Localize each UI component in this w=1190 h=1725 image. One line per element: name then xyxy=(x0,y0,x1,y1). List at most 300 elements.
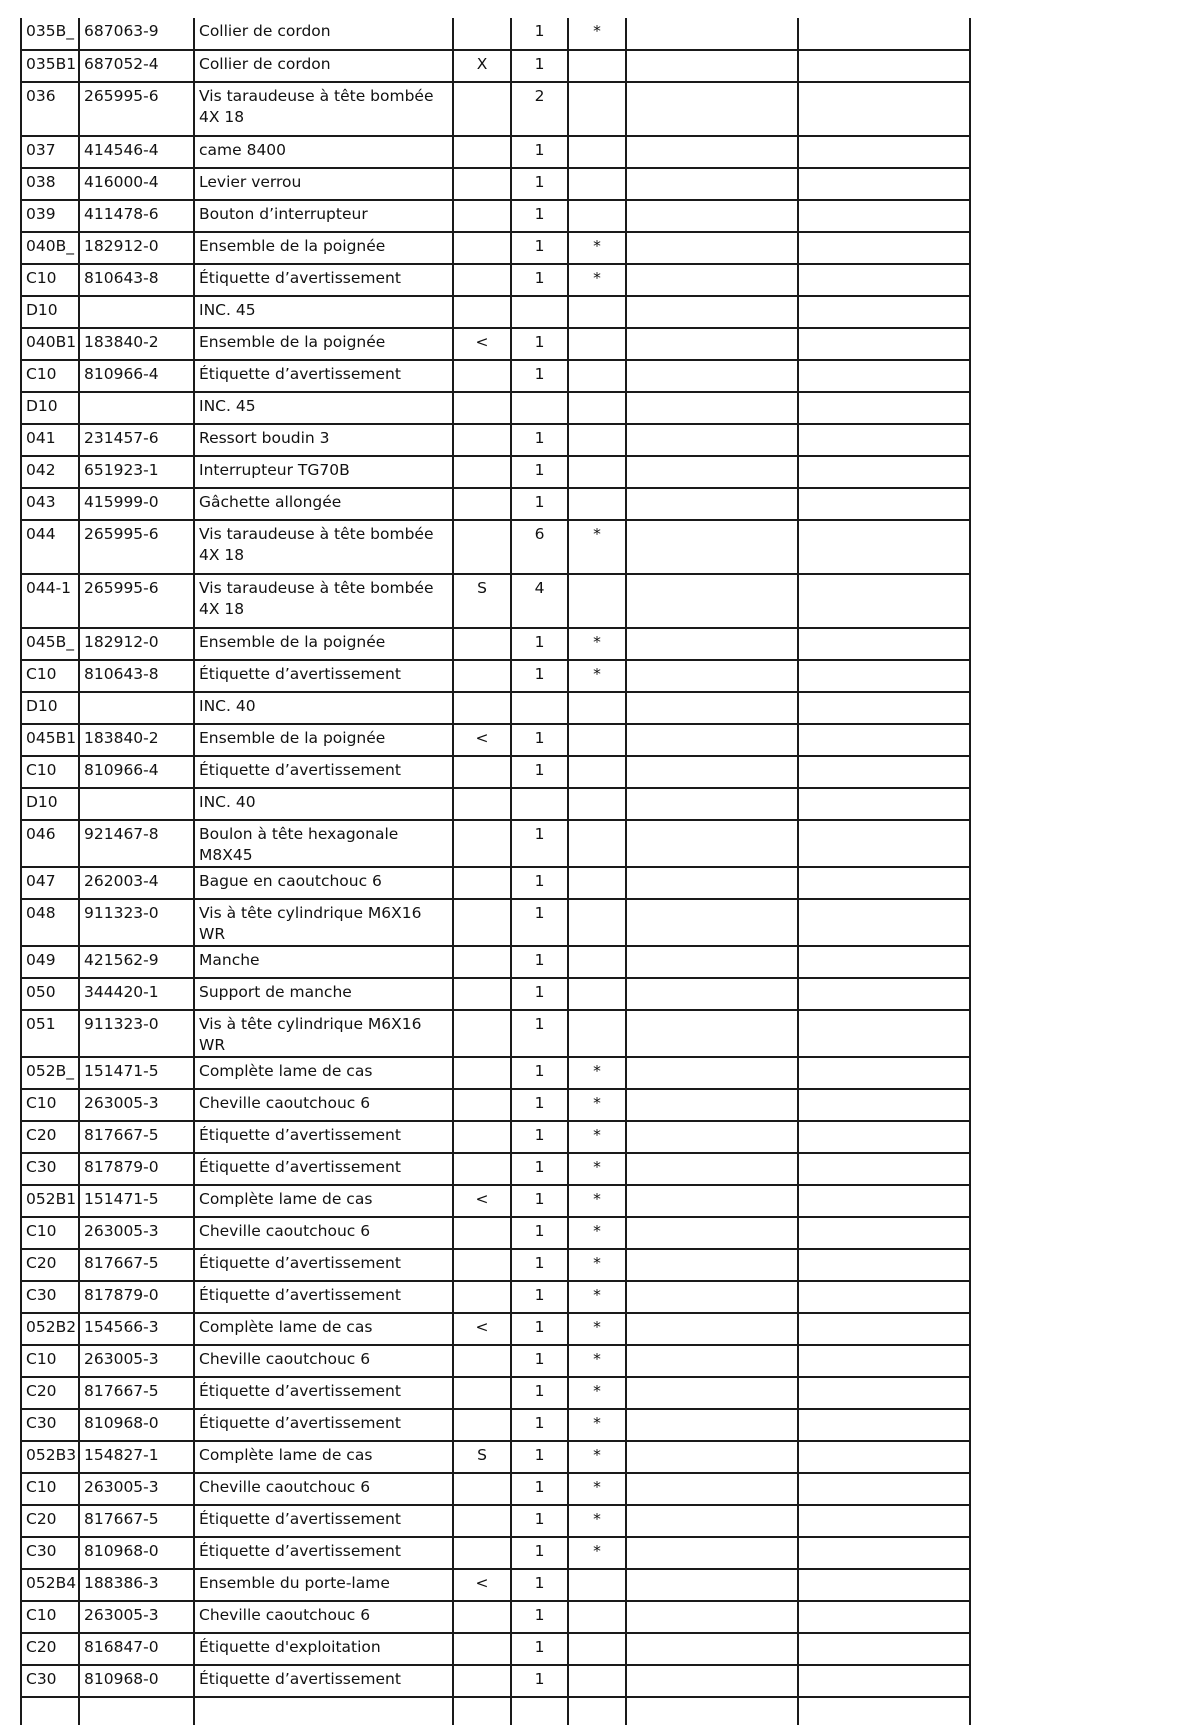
mark-cell xyxy=(453,788,511,820)
part-number-cell: 188386-3 xyxy=(79,1569,194,1601)
extra-cell-2 xyxy=(798,456,970,488)
note-cell xyxy=(568,756,626,788)
quantity-cell: 1 xyxy=(511,1377,568,1409)
quantity-cell: 1 xyxy=(511,946,568,978)
mark-cell: < xyxy=(453,328,511,360)
table-row xyxy=(21,1537,970,1569)
description-cell: Étiquette d’avertissement xyxy=(194,1665,453,1697)
extra-cell-1 xyxy=(626,1057,798,1089)
mark-cell xyxy=(453,264,511,296)
description-cell: Cheville caoutchouc 6 xyxy=(194,1473,453,1505)
note-cell: * xyxy=(568,1217,626,1249)
quantity-cell: 1 xyxy=(511,1441,568,1473)
parts-table-body xyxy=(21,18,970,1725)
mark-cell xyxy=(453,18,511,50)
note-cell xyxy=(568,136,626,168)
extra-cell-1 xyxy=(626,1537,798,1569)
note-cell: * xyxy=(568,1121,626,1153)
extra-cell-2 xyxy=(798,1633,970,1665)
note-cell: * xyxy=(568,1057,626,1089)
part-ref-cell: C10 xyxy=(21,1601,79,1633)
extra-cell-2 xyxy=(798,1217,970,1249)
extra-cell-2 xyxy=(798,136,970,168)
table-row xyxy=(21,1441,970,1473)
mark-cell: X xyxy=(453,50,511,82)
extra-cell-2 xyxy=(798,692,970,724)
note-cell xyxy=(568,82,626,136)
table-row xyxy=(21,264,970,296)
extra-cell-2 xyxy=(798,1010,970,1057)
note-cell xyxy=(568,1569,626,1601)
quantity-cell: 1 xyxy=(511,660,568,692)
description-cell: INC. 45 xyxy=(194,392,453,424)
note-cell xyxy=(568,724,626,756)
note-cell: * xyxy=(568,1505,626,1537)
table-row xyxy=(21,488,970,520)
mark-cell xyxy=(453,424,511,456)
extra-cell-2 xyxy=(798,660,970,692)
mark-cell xyxy=(453,660,511,692)
mark-cell xyxy=(453,136,511,168)
extra-cell-1 xyxy=(626,520,798,574)
description-cell: Vis taraudeuse à tête bombée 4X 18 xyxy=(194,82,453,136)
description-cell: Complète lame de cas xyxy=(194,1313,453,1345)
part-ref-cell: 045B1 xyxy=(21,724,79,756)
extra-cell-1 xyxy=(626,724,798,756)
quantity-cell: 2 xyxy=(511,82,568,136)
part-number-cell: 263005-3 xyxy=(79,1345,194,1377)
extra-cell-2 xyxy=(798,1697,970,1725)
note-cell xyxy=(568,978,626,1010)
table-row xyxy=(21,820,970,867)
extra-cell-2 xyxy=(798,520,970,574)
description-cell: Cheville caoutchouc 6 xyxy=(194,1601,453,1633)
parts-table xyxy=(20,18,971,1725)
part-ref-cell: C10 xyxy=(21,1217,79,1249)
extra-cell-2 xyxy=(798,1185,970,1217)
description-cell: Vis taraudeuse à tête bombée 4X 18 xyxy=(194,574,453,628)
quantity-cell: 1 xyxy=(511,899,568,946)
extra-cell-2 xyxy=(798,1377,970,1409)
mark-cell xyxy=(453,360,511,392)
table-row xyxy=(21,1377,970,1409)
note-cell xyxy=(568,296,626,328)
extra-cell-1 xyxy=(626,1281,798,1313)
quantity-cell: 1 xyxy=(511,1505,568,1537)
mark-cell xyxy=(453,1057,511,1089)
part-number-cell: 231457-6 xyxy=(79,424,194,456)
part-ref-cell: D10 xyxy=(21,296,79,328)
note-cell: * xyxy=(568,1441,626,1473)
quantity-cell: 1 xyxy=(511,1217,568,1249)
quantity-cell: 1 xyxy=(511,1057,568,1089)
table-row xyxy=(21,136,970,168)
description-cell: Complète lame de cas xyxy=(194,1185,453,1217)
quantity-cell: 1 xyxy=(511,1473,568,1505)
extra-cell-2 xyxy=(798,1153,970,1185)
extra-cell-2 xyxy=(798,1601,970,1633)
note-cell xyxy=(568,1601,626,1633)
extra-cell-1 xyxy=(626,1377,798,1409)
part-number-cell: 911323-0 xyxy=(79,1010,194,1057)
part-ref-cell: 046 xyxy=(21,820,79,867)
part-number-cell: 817667-5 xyxy=(79,1249,194,1281)
table-row xyxy=(21,392,970,424)
mark-cell xyxy=(453,1697,511,1725)
quantity-cell: 1 xyxy=(511,50,568,82)
extra-cell-2 xyxy=(798,574,970,628)
part-ref-cell: 036 xyxy=(21,82,79,136)
part-number-cell: 183840-2 xyxy=(79,724,194,756)
quantity-cell: 1 xyxy=(511,18,568,50)
mark-cell xyxy=(453,1153,511,1185)
extra-cell-1 xyxy=(626,360,798,392)
part-number-cell: 810643-8 xyxy=(79,660,194,692)
mark-cell xyxy=(453,392,511,424)
part-ref-cell: 052B_ xyxy=(21,1057,79,1089)
note-cell xyxy=(568,456,626,488)
extra-cell-2 xyxy=(798,1409,970,1441)
extra-cell-2 xyxy=(798,488,970,520)
extra-cell-1 xyxy=(626,1249,798,1281)
extra-cell-1 xyxy=(626,1345,798,1377)
table-row xyxy=(21,724,970,756)
description-cell: INC. 40 xyxy=(194,692,453,724)
table-row xyxy=(21,574,970,628)
extra-cell-2 xyxy=(798,360,970,392)
mark-cell: S xyxy=(453,1441,511,1473)
table-row xyxy=(21,296,970,328)
part-number-cell: 421562-9 xyxy=(79,946,194,978)
description-cell: Collier de cordon xyxy=(194,50,453,82)
extra-cell-1 xyxy=(626,488,798,520)
note-cell xyxy=(568,328,626,360)
part-ref-cell: C10 xyxy=(21,264,79,296)
mark-cell xyxy=(453,232,511,264)
quantity-cell: 1 xyxy=(511,360,568,392)
part-ref-cell: D10 xyxy=(21,692,79,724)
mark-cell xyxy=(453,488,511,520)
table-row xyxy=(21,82,970,136)
note-cell: * xyxy=(568,232,626,264)
description-cell: Étiquette d’avertissement xyxy=(194,1537,453,1569)
table-row xyxy=(21,328,970,360)
part-ref-cell: C20 xyxy=(21,1121,79,1153)
part-number-cell xyxy=(79,1697,194,1725)
extra-cell-1 xyxy=(626,628,798,660)
mark-cell xyxy=(453,1121,511,1153)
quantity-cell: 1 xyxy=(511,756,568,788)
extra-cell-2 xyxy=(798,328,970,360)
description-cell: Étiquette d’avertissement xyxy=(194,1121,453,1153)
mark-cell xyxy=(453,1217,511,1249)
mark-cell xyxy=(453,946,511,978)
quantity-cell: 1 xyxy=(511,1601,568,1633)
note-cell: * xyxy=(568,660,626,692)
description-cell: Boulon à tête hexagonale M8X45 xyxy=(194,820,453,867)
quantity-cell: 4 xyxy=(511,574,568,628)
part-number-cell: 651923-1 xyxy=(79,456,194,488)
part-number-cell: 265995-6 xyxy=(79,574,194,628)
mark-cell xyxy=(453,1345,511,1377)
quantity-cell: 1 xyxy=(511,200,568,232)
mark-cell xyxy=(453,1010,511,1057)
extra-cell-1 xyxy=(626,1153,798,1185)
extra-cell-2 xyxy=(798,867,970,899)
extra-cell-2 xyxy=(798,1089,970,1121)
note-cell: * xyxy=(568,520,626,574)
quantity-cell: 1 xyxy=(511,488,568,520)
part-number-cell: 154827-1 xyxy=(79,1441,194,1473)
extra-cell-2 xyxy=(798,168,970,200)
quantity-cell xyxy=(511,1697,568,1725)
description-cell xyxy=(194,1697,453,1725)
table-row xyxy=(21,200,970,232)
description-cell: Étiquette d’avertissement xyxy=(194,660,453,692)
quantity-cell: 1 xyxy=(511,724,568,756)
mark-cell xyxy=(453,692,511,724)
description-cell: Support de manche xyxy=(194,978,453,1010)
table-row xyxy=(21,978,970,1010)
table-row xyxy=(21,1633,970,1665)
part-number-cell: 411478-6 xyxy=(79,200,194,232)
part-ref-cell: 043 xyxy=(21,488,79,520)
note-cell xyxy=(568,1697,626,1725)
part-number-cell: 182912-0 xyxy=(79,232,194,264)
extra-cell-2 xyxy=(798,899,970,946)
extra-cell-1 xyxy=(626,136,798,168)
extra-cell-1 xyxy=(626,1185,798,1217)
part-number-cell: 911323-0 xyxy=(79,899,194,946)
extra-cell-1 xyxy=(626,899,798,946)
extra-cell-2 xyxy=(798,788,970,820)
quantity-cell: 1 xyxy=(511,168,568,200)
quantity-cell: 1 xyxy=(511,1409,568,1441)
extra-cell-2 xyxy=(798,82,970,136)
description-cell: came 8400 xyxy=(194,136,453,168)
part-number-cell: 416000-4 xyxy=(79,168,194,200)
part-ref-cell: D10 xyxy=(21,392,79,424)
extra-cell-1 xyxy=(626,1505,798,1537)
extra-cell-2 xyxy=(798,1345,970,1377)
part-ref-cell: C10 xyxy=(21,360,79,392)
extra-cell-2 xyxy=(798,264,970,296)
table-row xyxy=(21,360,970,392)
part-ref-cell: C10 xyxy=(21,756,79,788)
table-row xyxy=(21,232,970,264)
extra-cell-1 xyxy=(626,18,798,50)
part-number-cell: 344420-1 xyxy=(79,978,194,1010)
mark-cell xyxy=(453,1249,511,1281)
extra-cell-2 xyxy=(798,1121,970,1153)
description-cell: Ensemble de la poignée xyxy=(194,232,453,264)
mark-cell xyxy=(453,200,511,232)
part-ref-cell: 052B1 xyxy=(21,1185,79,1217)
quantity-cell: 1 xyxy=(511,978,568,1010)
extra-cell-1 xyxy=(626,756,798,788)
mark-cell: S xyxy=(453,574,511,628)
extra-cell-2 xyxy=(798,724,970,756)
description-cell: Gâchette allongée xyxy=(194,488,453,520)
part-number-cell: 415999-0 xyxy=(79,488,194,520)
part-ref-cell: 037 xyxy=(21,136,79,168)
part-ref-cell: 040B_ xyxy=(21,232,79,264)
extra-cell-1 xyxy=(626,574,798,628)
description-cell: Manche xyxy=(194,946,453,978)
part-ref-cell: 047 xyxy=(21,867,79,899)
extra-cell-1 xyxy=(626,946,798,978)
extra-cell-2 xyxy=(798,232,970,264)
part-number-cell: 414546-4 xyxy=(79,136,194,168)
note-cell: * xyxy=(568,1377,626,1409)
extra-cell-2 xyxy=(798,424,970,456)
quantity-cell: 6 xyxy=(511,520,568,574)
extra-cell-1 xyxy=(626,264,798,296)
mark-cell: < xyxy=(453,1569,511,1601)
description-cell: Interrupteur TG70B xyxy=(194,456,453,488)
mark-cell xyxy=(453,520,511,574)
table-row xyxy=(21,1121,970,1153)
part-number-cell: 810643-8 xyxy=(79,264,194,296)
extra-cell-1 xyxy=(626,1697,798,1725)
note-cell xyxy=(568,820,626,867)
extra-cell-1 xyxy=(626,50,798,82)
part-ref-cell: C30 xyxy=(21,1153,79,1185)
part-ref-cell: C10 xyxy=(21,1089,79,1121)
mark-cell xyxy=(453,1377,511,1409)
mark-cell xyxy=(453,1633,511,1665)
quantity-cell: 1 xyxy=(511,456,568,488)
extra-cell-1 xyxy=(626,1010,798,1057)
part-ref-cell: 052B3 xyxy=(21,1441,79,1473)
extra-cell-2 xyxy=(798,978,970,1010)
part-ref-cell: D10 xyxy=(21,788,79,820)
part-ref-cell: 052B4 xyxy=(21,1569,79,1601)
description-cell: Étiquette d'exploitation xyxy=(194,1633,453,1665)
part-number-cell: 687052-4 xyxy=(79,50,194,82)
table-row xyxy=(21,788,970,820)
extra-cell-1 xyxy=(626,867,798,899)
extra-cell-2 xyxy=(798,946,970,978)
part-ref-cell: 044 xyxy=(21,520,79,574)
description-cell: Bague en caoutchouc 6 xyxy=(194,867,453,899)
quantity-cell: 1 xyxy=(511,1537,568,1569)
description-cell: Ensemble du porte-lame xyxy=(194,1569,453,1601)
note-cell xyxy=(568,360,626,392)
description-cell: Étiquette d’avertissement xyxy=(194,1153,453,1185)
description-cell: Ensemble de la poignée xyxy=(194,628,453,660)
extra-cell-2 xyxy=(798,1537,970,1569)
part-ref-cell: 044-1 xyxy=(21,574,79,628)
part-number-cell xyxy=(79,296,194,328)
mark-cell: < xyxy=(453,1313,511,1345)
extra-cell-2 xyxy=(798,1665,970,1697)
note-cell xyxy=(568,424,626,456)
table-row xyxy=(21,1185,970,1217)
mark-cell: < xyxy=(453,1185,511,1217)
part-ref-cell: 050 xyxy=(21,978,79,1010)
part-ref-cell: 038 xyxy=(21,168,79,200)
note-cell: * xyxy=(568,1089,626,1121)
note-cell: * xyxy=(568,18,626,50)
note-cell: * xyxy=(568,1313,626,1345)
extra-cell-1 xyxy=(626,978,798,1010)
quantity-cell: 1 xyxy=(511,328,568,360)
part-number-cell: 817667-5 xyxy=(79,1505,194,1537)
quantity-cell xyxy=(511,296,568,328)
description-cell: Cheville caoutchouc 6 xyxy=(194,1089,453,1121)
extra-cell-2 xyxy=(798,1473,970,1505)
description-cell: Étiquette d’avertissement xyxy=(194,264,453,296)
extra-cell-1 xyxy=(626,1089,798,1121)
extra-cell-1 xyxy=(626,1217,798,1249)
part-ref-cell: C20 xyxy=(21,1377,79,1409)
table-row xyxy=(21,1249,970,1281)
extra-cell-1 xyxy=(626,820,798,867)
mark-cell xyxy=(453,628,511,660)
part-number-cell xyxy=(79,692,194,724)
part-ref-cell: 040B1 xyxy=(21,328,79,360)
note-cell xyxy=(568,574,626,628)
extra-cell-1 xyxy=(626,200,798,232)
extra-cell-1 xyxy=(626,660,798,692)
table-row xyxy=(21,1345,970,1377)
part-ref-cell xyxy=(21,1697,79,1725)
quantity-cell: 1 xyxy=(511,1153,568,1185)
extra-cell-1 xyxy=(626,1409,798,1441)
note-cell: * xyxy=(568,628,626,660)
extra-cell-2 xyxy=(798,756,970,788)
part-number-cell: 262003-4 xyxy=(79,867,194,899)
part-number-cell: 265995-6 xyxy=(79,520,194,574)
quantity-cell: 1 xyxy=(511,628,568,660)
part-number-cell: 265995-6 xyxy=(79,82,194,136)
extra-cell-1 xyxy=(626,392,798,424)
table-row xyxy=(21,424,970,456)
part-ref-cell: C20 xyxy=(21,1633,79,1665)
part-number-cell: 921467-8 xyxy=(79,820,194,867)
extra-cell-1 xyxy=(626,1569,798,1601)
description-cell: Bouton d’interrupteur xyxy=(194,200,453,232)
part-ref-cell: 045B_ xyxy=(21,628,79,660)
mark-cell xyxy=(453,1601,511,1633)
extra-cell-2 xyxy=(798,1057,970,1089)
part-number-cell: 817879-0 xyxy=(79,1281,194,1313)
part-number-cell: 810968-0 xyxy=(79,1409,194,1441)
description-cell: Vis taraudeuse à tête bombée 4X 18 xyxy=(194,520,453,574)
part-ref-cell: 049 xyxy=(21,946,79,978)
quantity-cell: 1 xyxy=(511,1281,568,1313)
quantity-cell: 1 xyxy=(511,264,568,296)
extra-cell-2 xyxy=(798,1313,970,1345)
part-number-cell: 263005-3 xyxy=(79,1601,194,1633)
quantity-cell: 1 xyxy=(511,1633,568,1665)
part-number-cell: 151471-5 xyxy=(79,1057,194,1089)
description-cell: Étiquette d’avertissement xyxy=(194,1249,453,1281)
note-cell: * xyxy=(568,1345,626,1377)
description-cell: Levier verrou xyxy=(194,168,453,200)
description-cell: Cheville caoutchouc 6 xyxy=(194,1217,453,1249)
part-ref-cell: C10 xyxy=(21,1345,79,1377)
table-row xyxy=(21,756,970,788)
part-number-cell: 183840-2 xyxy=(79,328,194,360)
part-ref-cell: C10 xyxy=(21,1473,79,1505)
extra-cell-2 xyxy=(798,820,970,867)
part-number-cell: 151471-5 xyxy=(79,1185,194,1217)
extra-cell-2 xyxy=(798,1569,970,1601)
description-cell: Cheville caoutchouc 6 xyxy=(194,1345,453,1377)
part-ref-cell: C10 xyxy=(21,660,79,692)
